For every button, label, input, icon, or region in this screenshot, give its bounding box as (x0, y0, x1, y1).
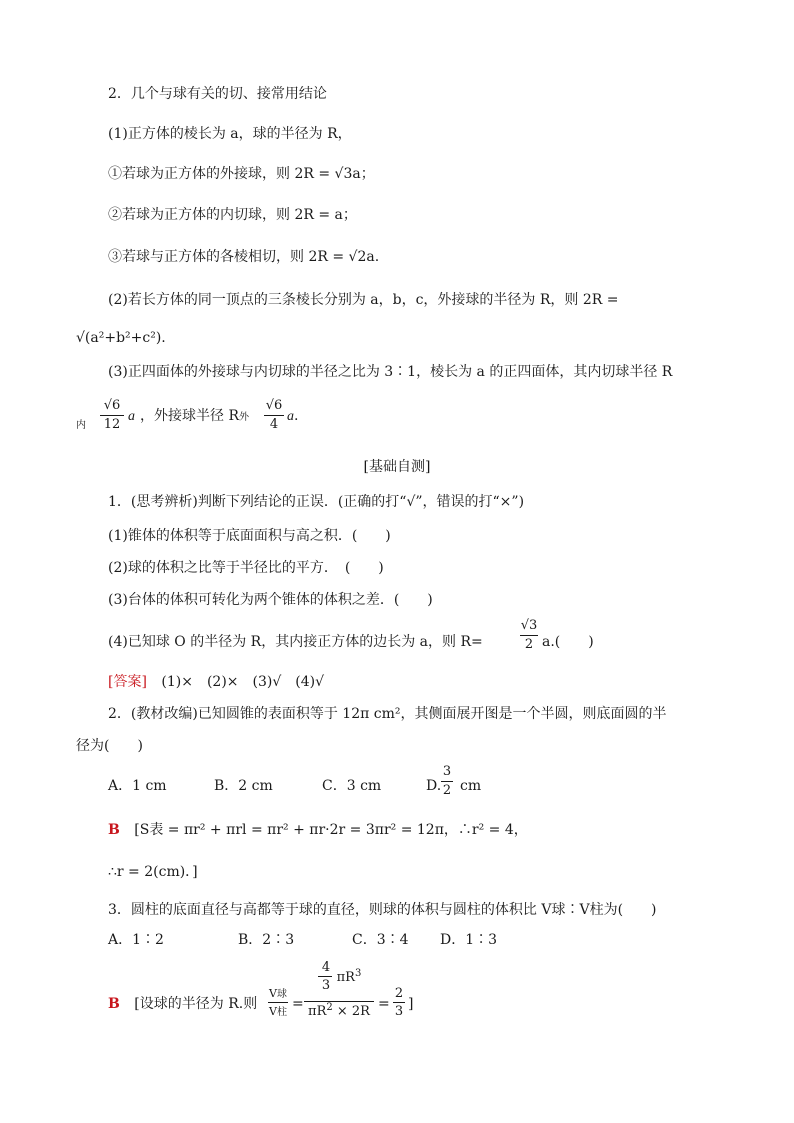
section-title: 2．几个与球有关的切、接常用结论 (108, 86, 327, 102)
frac-bar-5 (268, 1002, 288, 1003)
q2-option-c: C．3 cm (322, 778, 382, 794)
eq-sign-2: = (378, 996, 390, 1012)
tetrahedron-rule-line1: (3)正四面体的外接球与内切球的半径之比为 3∶1，棱长为 a 的正四面体，其内切球半径 R (108, 364, 673, 380)
q1-item2: (2)球的体积之比等于半径比的平方． ( ) (108, 560, 384, 576)
q3-answer-key: B (108, 996, 120, 1012)
q2-option-d-unit: cm (460, 778, 482, 794)
frac-bar (100, 415, 124, 416)
frac-3-den-2: 3 (394, 1004, 404, 1019)
inscribed-sphere-rule: ②若球为正方体的内切球，则 2R = a； (108, 207, 357, 223)
frac-2-den: 2 (524, 637, 534, 652)
frac-12-den: 12 (103, 417, 121, 432)
pi-r-sq-times-2r: $\pi R^2 \times 2R$ (308, 1002, 370, 1019)
circumscribed-sphere-rule: ①若球为正方体的外接球，则 2R = √3a； (108, 166, 375, 182)
sub-inner: 内 (76, 420, 86, 431)
q2-answer-key: B (108, 822, 120, 838)
q2-stem-line2: 径为( ) (76, 738, 143, 754)
q1-answer (108, 672, 324, 692)
inner-radius-tail: a (128, 409, 135, 424)
q3-stem: 3．圆柱的底面直径与高都等于球的直径，则球的体积与圆柱的体积比 V球∶V柱为( ) (108, 902, 657, 918)
cuboid-rule-line2: √(a²+b²+c²). (76, 330, 166, 346)
q2-solution-line2: ∴r = 2(cm)．] (108, 864, 198, 880)
q2-solution-text: [S表 = πr² + πrl = πr² + πr·2r = 3πr² = 12π，∴r² = 4， (134, 822, 528, 838)
q3-option-b: B．2∶3 (238, 932, 295, 948)
vol-sphere-label: V球 (269, 987, 287, 1000)
q3-solution-text: [设球的半径为 R.则 (134, 996, 258, 1012)
frac-sqrt6-num-2: √6 (265, 398, 283, 413)
frac-4-num: 4 (321, 960, 331, 975)
q2-option-b: B．2 cm (214, 778, 273, 794)
q2-stem-line1: 2．(教材改编)已知圆锥的表面积等于 12π cm²，其侧面展开图是一个半圆，则底面圆的半 (108, 706, 667, 722)
q2-solution-line1 (108, 820, 528, 840)
frac-bar-6 (318, 976, 332, 977)
tetrahedron-rule-line2 (76, 414, 86, 436)
cuboid-rule-line1: (2)若长方体的同一顶点的三条棱长分别为 a，b，c，外接球的半径为 R，则 2R = (108, 292, 619, 308)
frac-3-den: 3 (321, 978, 331, 993)
q3-option-d: D．1∶3 (440, 932, 498, 948)
frac-3-num: 3 (442, 764, 452, 779)
q1-item1: (1)锥体的体积等于底面面积与高之积．( ) (108, 528, 391, 544)
vol-cylinder-label: V柱 (269, 1005, 287, 1018)
frac-bar-4 (441, 781, 453, 782)
q1-item3: (3)台体的体积可转化为两个锥体的体积之差．( ) (108, 592, 433, 608)
frac-bar-3 (520, 635, 538, 636)
q2-option-a: A．1 cm (108, 778, 167, 794)
q3-option-c: C．3∶4 (352, 932, 409, 948)
cube-condition: (1)正方体的棱长为 a，球的半径为 R， (108, 126, 352, 142)
q1-stem: 1．(思考辨析)判断下列结论的正误．(正确的打“√”，错误的打“×”) (108, 494, 525, 510)
q1-item4: (4)已知球 O 的半径为 R，其内接正方体的边长为 a，则 R= (108, 634, 483, 650)
q1-item4-tail: a.( ) (542, 634, 594, 650)
q3-solution (108, 994, 257, 1014)
frac-bar-7 (304, 1001, 374, 1002)
q2-option-d: D. (426, 778, 442, 794)
frac-4-den: 4 (269, 417, 279, 432)
edge-tangent-sphere-rule: ③若球与正方体的各棱相切，则 2R = √2a. (108, 249, 380, 265)
outer-radius-tail: a. (287, 408, 299, 424)
pi-r-cubed: $\pi R^3$ (336, 968, 362, 985)
frac-bar-2 (264, 415, 284, 416)
q3-solution-end: ] (408, 996, 414, 1012)
selftest-heading: [基础自测] (363, 459, 431, 475)
answer-label: [答案] (108, 674, 147, 690)
frac-2-den-2: 2 (442, 783, 452, 798)
outer-radius-label: ，外接球半径 R外 (140, 408, 249, 424)
frac-bar-8 (393, 1002, 405, 1003)
frac-2-num: 2 (394, 986, 404, 1001)
answer-text: (1)× (2)× (3)√ (4)√ (161, 674, 325, 690)
eq-sign: = (292, 996, 304, 1012)
frac-sqrt3-num: √3 (520, 618, 538, 633)
frac-sqrt6-num: √6 (103, 398, 121, 413)
q3-option-a: A．1∶2 (108, 932, 164, 948)
